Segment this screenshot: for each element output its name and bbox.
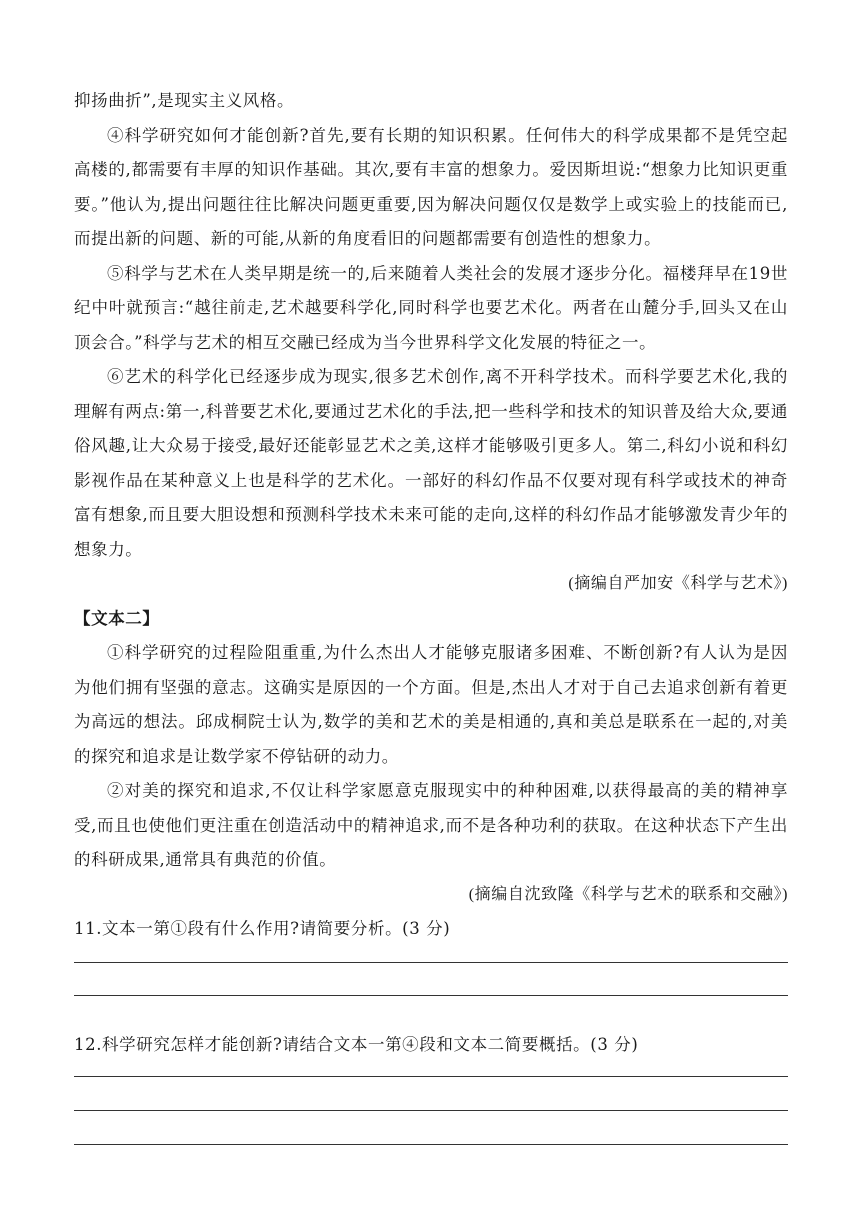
document-page bbox=[74, 84, 788, 1178]
question-11: 11.文本一第①段有什么作用?请简要分析。(3 分) bbox=[74, 919, 451, 938]
text1-paragraph-4: ④科学研究如何才能创新?首先,要有长期的知识积累。任何伟大的科学成果都不是凭空起高楼的,都需要有丰厚的知识作基础。其次,要有丰富的想象力。爱因斯坦说:“想象力比知识更重要。”他认为,提出问题往往比解决问题更重要,因为解决问题仅仅是数学上或实验上的技能而已,而提出新的问题、新的可能,从新的角度看旧的问题都需要有创造性的想象力。 bbox=[74, 125, 788, 248]
question-12: 12.科学研究怎样才能创新?请结合文本一第④段和文本二简要概括。(3 分) bbox=[74, 1034, 639, 1054]
answer-line[interactable] bbox=[74, 1076, 788, 1077]
question-12-answer-area[interactable] bbox=[74, 1076, 788, 1145]
answer-line[interactable] bbox=[74, 962, 788, 963]
answer-line[interactable] bbox=[74, 1144, 788, 1145]
text1-paragraph-continuation: 抑扬曲折”,是现实主义风格。 bbox=[74, 91, 295, 110]
answer-line[interactable] bbox=[74, 995, 788, 996]
text2-source: (摘编自沈致隆《科学与艺术的联系和交融》) bbox=[468, 885, 788, 903]
text1-paragraph-5: ⑤科学与艺术在人类早期是统一的,后来随着人类社会的发展才逐步分化。福楼拜早在19世纪中叶就预言:“越往前走,艺术越要科学化,同时科学也要艺术化。两者在山麓分手,回头又在山顶会合。”科学与艺术的相互交融已经成为当今世界科学文化发展的特征之一。 bbox=[74, 263, 788, 352]
text2-heading: 【文本二】 bbox=[74, 608, 160, 628]
text2-paragraph-1: ①科学研究的过程险阻重重,为什么杰出人才能够克服诸多困难、不断创新?有人认为是因为他们拥有坚强的意志。这确实是原因的一个方面。但是,杰出人才对于自己去追求创新有着更为高远的想法。邱成桐院士认为,数学的美和艺术的美是相通的,真和美总是联系在一起的,对美的探究和追求是让数学家不停钻研的动力。 bbox=[74, 643, 788, 766]
text1-source: (摘编自严加安《科学与艺术》) bbox=[568, 575, 788, 592]
text2-paragraph-2: ②对美的探究和追求,不仅让科学家愿意克服现实中的种种困难,以获得最高的美的精神享受,而且也使他们更注重在创造活动中的精神追求,而不是各种功利的获取。在这种状态下产生出的科研成果,通常具有典范的价值。 bbox=[74, 781, 788, 869]
question-11-answer-area[interactable] bbox=[74, 962, 788, 996]
text1-paragraph-6: ⑥艺术的科学化已经逐步成为现实,很多艺术创作,离不开科学技术。而科学要艺术化,我的理解有两点:第一,科普要艺术化,要通过艺术化的手法,把一些科学和技术的知识普及给大众,要通俗风趣,让大众易于接受,最好还能彰显艺术之美,这样才能够吸引更多人。第二,科幻小说和科幻影视作品在某种意义上也是科学的艺术化。一部好的科幻作品不仅要对现有科学或技术的神奇富有想象,而且要大胆设想和预测科学技术未来可能的走向,这样的科幻作品才能够激发青少年的想象力。 bbox=[74, 367, 788, 559]
answer-line[interactable] bbox=[74, 1110, 788, 1111]
